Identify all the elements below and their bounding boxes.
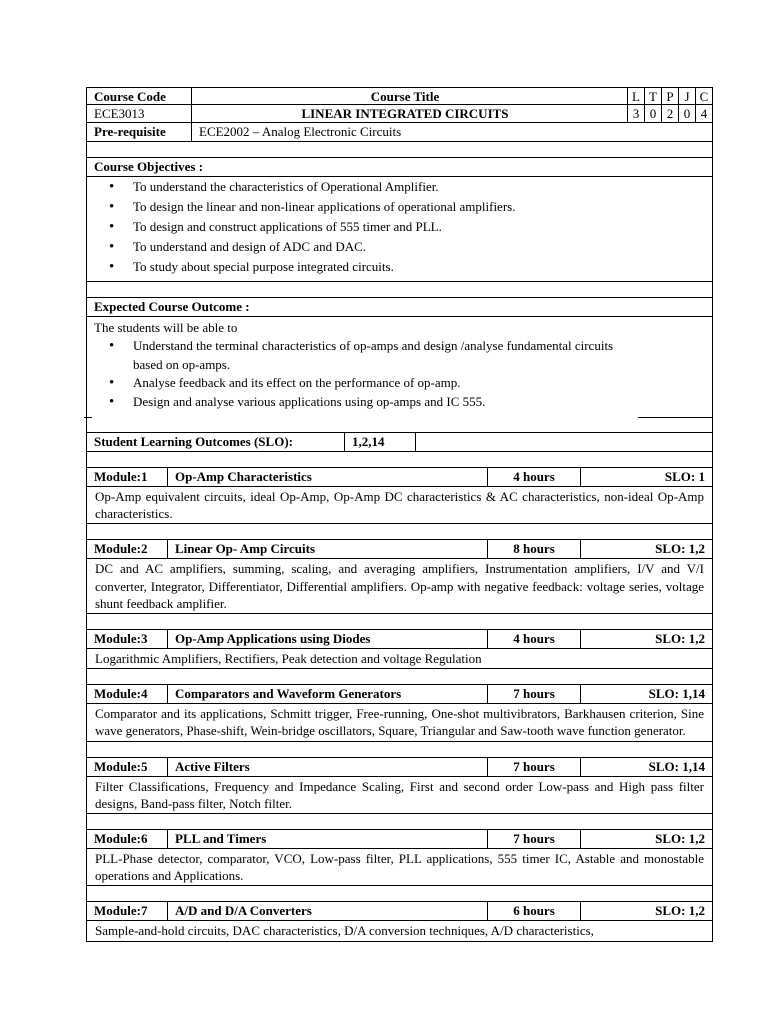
module-hours: 7 hours (487, 830, 580, 848)
slo-value: 1,2,14 (344, 433, 416, 451)
objectives-title: Course Objectives : (94, 159, 204, 174)
list-item: • Design and analyse various applications using op-amps and IC 555. (87, 393, 642, 412)
modules-section (86, 468, 713, 942)
module-number: Module:2 (94, 541, 148, 557)
module-number: Module:4 (94, 686, 148, 702)
list-item: • Understand the terminal characteristics of op-amps and design /analyse fundamental circuits based on op-amps. (87, 337, 642, 374)
module-hours: 7 hours (487, 685, 580, 703)
module-title: Op-Amp Characteristics (167, 468, 487, 486)
objectives-title-row (86, 158, 713, 177)
module-slo: SLO: 1 (580, 468, 712, 486)
module-number: Module:3 (94, 631, 148, 647)
module-title: Op-Amp Applications using Diodes (167, 630, 487, 648)
module-header-row (86, 468, 713, 487)
ltpjc-value-p: 2 (661, 105, 678, 122)
module-title: PLL and Timers (167, 830, 487, 848)
module-number: Module:5 (94, 758, 148, 774)
ltpjc-label-c: C (695, 88, 712, 104)
ltpjc-values (627, 105, 712, 122)
spacer-row (86, 614, 713, 630)
header-labels-row (86, 87, 713, 105)
module-header-row (86, 630, 713, 649)
ltpjc-value-l: 3 (627, 105, 644, 122)
outcomes-title: Expected Course Outcome : (94, 299, 250, 314)
list-item: • Analyse feedback and its effect on the performance of op-amp. (87, 374, 642, 393)
ltpjc-label-l: L (627, 88, 644, 104)
ltpjc-label-t: T (644, 88, 661, 104)
ltpjc-value-t: 0 (644, 105, 661, 122)
module-content: Logarithmic Amplifiers, Rectifiers, Peak detection and voltage Regulation (86, 649, 713, 669)
spacer-row (86, 742, 713, 758)
spacer-row (86, 669, 713, 685)
module-hours: 7 hours (487, 758, 580, 776)
module-slo: SLO: 1,14 (580, 758, 712, 776)
module-content: Filter Classifications, Frequency and Impedance Scaling, First and second order Low-pass and High pass filter designs, Band-pass filter, Notch filter. (86, 777, 713, 814)
syllabus-document (86, 87, 713, 942)
module-hours: 8 hours (487, 540, 580, 558)
module-content: DC and AC amplifiers, summing, scaling, and averaging amplifiers, Instrumentation amplifiers, I/V and V/I converter, Integrator, Differentiator, Differential amplifiers. Op-amp with negative feedback: voltage series, voltage shunt feedback amplifier. (86, 559, 713, 614)
ltpjc-label-j: J (678, 88, 695, 104)
prerequisite-label: Pre-requisite (94, 124, 166, 139)
module-number: Module:1 (94, 469, 148, 484)
module-title: Active Filters (167, 758, 487, 776)
module-slo: SLO: 1,14 (580, 685, 712, 703)
module-content: Sample-and-hold circuits, DAC characteristics, D/A conversion techniques, A/D characteristics, (86, 921, 713, 941)
module-header-row (86, 758, 713, 777)
outcomes-title-row (86, 298, 713, 317)
spacer-row (86, 886, 713, 902)
course-code-label: Course Code (94, 89, 166, 104)
ltpjc-value-c: 4 (695, 105, 712, 122)
course-title-label: Course Title (191, 88, 618, 104)
module-slo: SLO: 1,2 (580, 830, 712, 848)
module-number: Module:7 (94, 903, 148, 919)
spacer-row (86, 142, 713, 158)
module-slo: SLO: 1,2 (580, 540, 712, 558)
ltpjc-label-p: P (661, 88, 678, 104)
outcomes-list (87, 337, 642, 411)
outcomes-intro: The students will be able to (94, 320, 238, 335)
module-header-row (86, 830, 713, 849)
header-values-row (86, 105, 713, 123)
spacer-row (86, 524, 713, 540)
module-title: Comparators and Waveform Generators (167, 685, 487, 703)
spacer-row (86, 282, 713, 298)
spacer-row (86, 814, 713, 830)
module-slo: SLO: 1,2 (580, 630, 712, 648)
course-code: ECE3013 (94, 106, 145, 121)
course-title: LINEAR INTEGRATED CIRCUITS (191, 105, 618, 122)
ltpjc-labels (627, 88, 712, 104)
list-item: • To design the linear and non-linear applications of operational amplifiers. (87, 197, 704, 217)
list-item: • To understand and design of ADC and DAC. (87, 237, 704, 257)
module-title: Linear Op- Amp Circuits (167, 540, 487, 558)
prerequisite-row (86, 123, 713, 142)
module-hours: 4 hours (487, 468, 580, 486)
ltpjc-value-j: 0 (678, 105, 695, 122)
prerequisite-value: ECE2002 – Analog Electronic Circuits (191, 123, 712, 141)
module-title: A/D and D/A Converters (167, 902, 487, 920)
module-content: PLL-Phase detector, comparator, VCO, Low-pass filter, PLL applications, 555 timer IC, Astable and monostable operations and Applications. (86, 849, 713, 886)
list-item: • To study about special purpose integrated circuits. (87, 257, 704, 277)
module-hours: 4 hours (487, 630, 580, 648)
module-header-row (86, 540, 713, 559)
module-content: Op-Amp equivalent circuits, ideal Op-Amp, Op-Amp DC characteristics & AC characteristics, non-ideal Op-Amp characteristics. (86, 487, 713, 524)
slo-label: Student Learning Outcomes (SLO): (94, 434, 293, 449)
module-slo: SLO: 1,2 (580, 902, 712, 920)
slo-row (86, 433, 713, 452)
list-item: • To design and construct applications of 555 timer and PLL. (87, 217, 704, 237)
module-hours: 6 hours (487, 902, 580, 920)
module-header-row (86, 902, 713, 921)
objectives-block (86, 177, 713, 282)
module-content: Comparator and its applications, Schmitt trigger, Free-running, One-shot multivibrators, Barkhausen criterion, Sine wave generators, Phase-shift, Wein-bridge oscillators, Square, Triangular and Saw-tooth wave function generator. (86, 704, 713, 741)
outcomes-block (86, 317, 713, 417)
spacer-row (86, 417, 713, 433)
module-header-row (86, 685, 713, 704)
objectives-list (87, 177, 704, 277)
list-item: • To understand the characteristics of Operational Amplifier. (87, 177, 704, 197)
module-number: Module:6 (94, 831, 148, 847)
spacer-row (86, 452, 713, 468)
